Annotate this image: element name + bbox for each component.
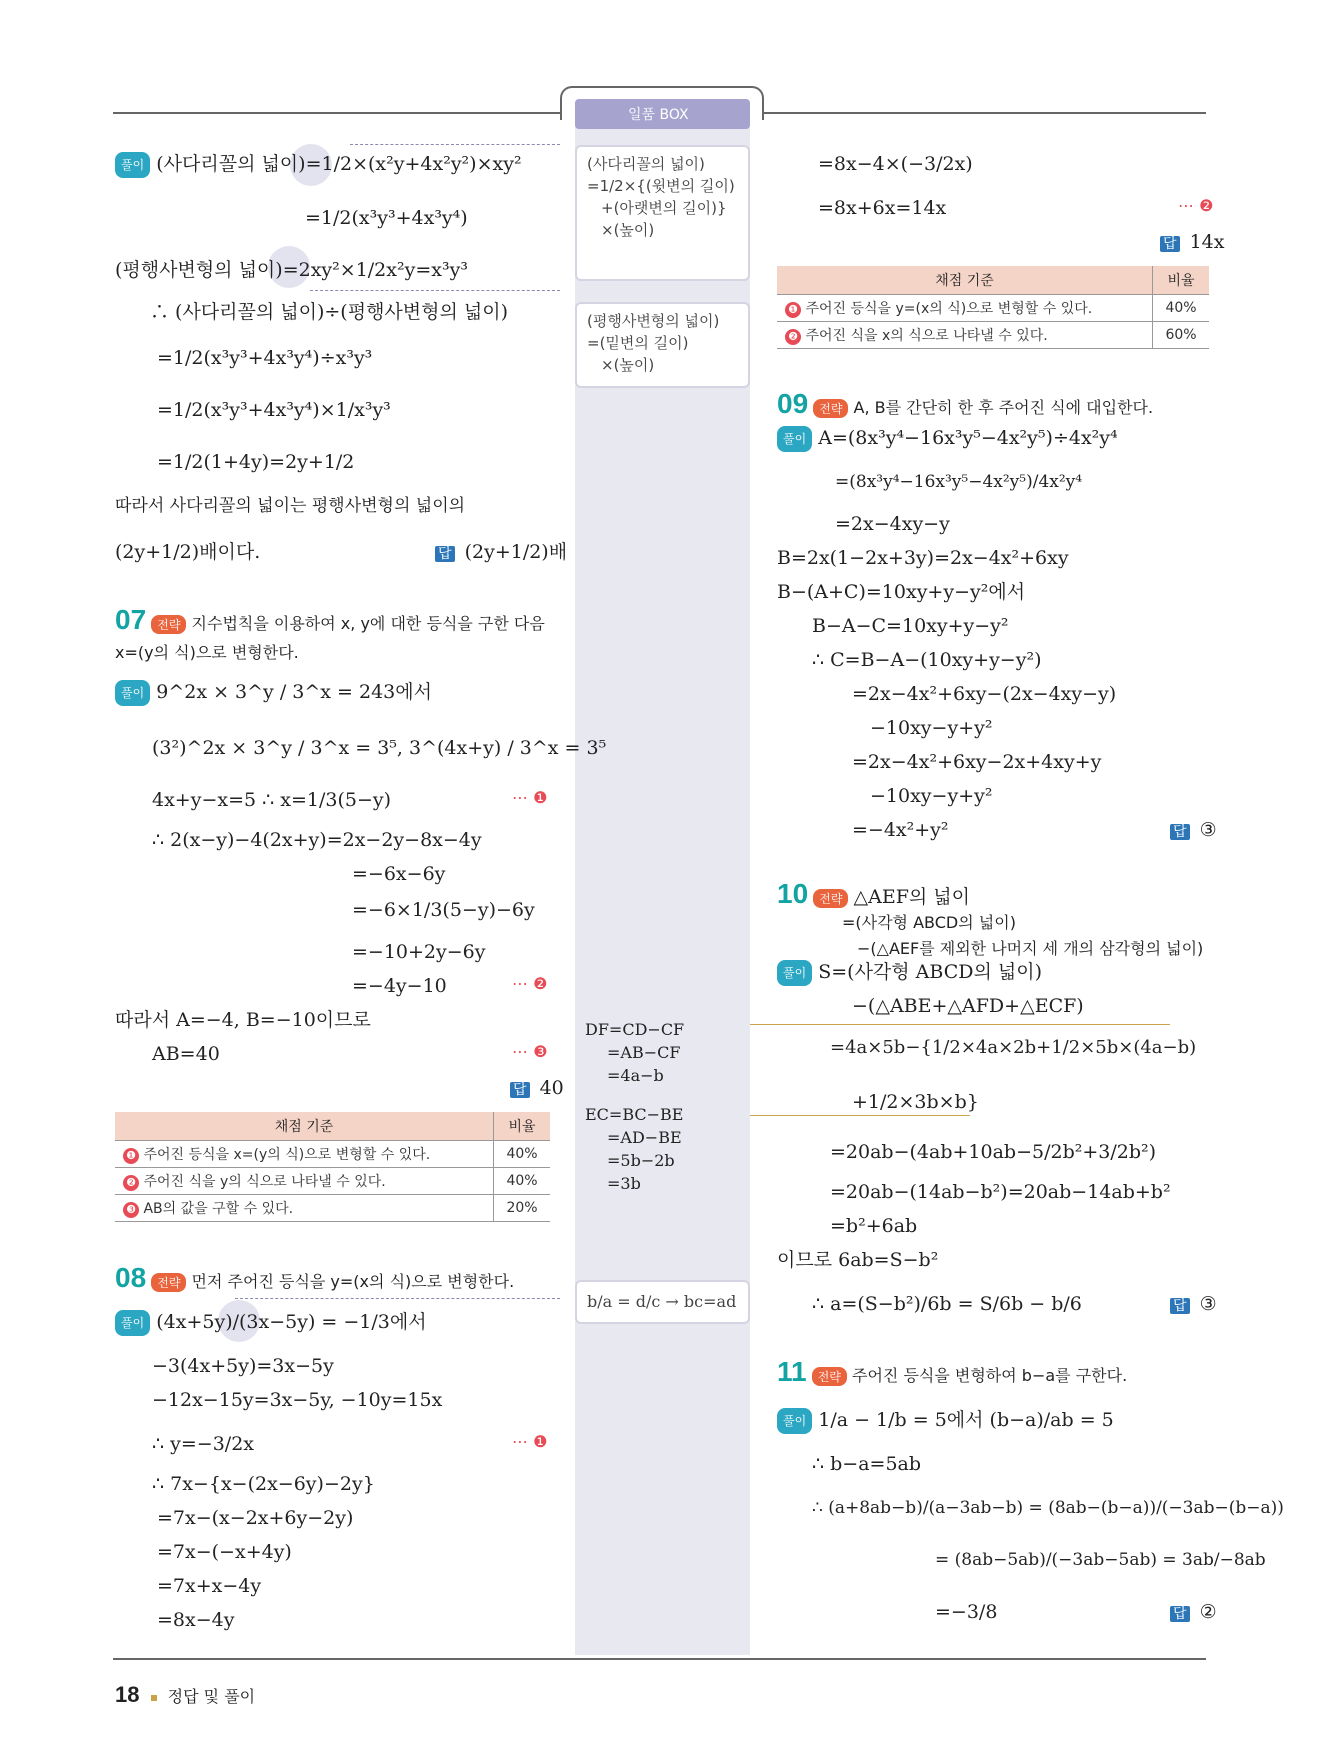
problem-07-strategy: 지수법칙을 이용하여 x, y에 대한 등식을 구한 다음 xyxy=(191,614,545,633)
strategy-tag: 전략 xyxy=(812,1367,847,1386)
sol11-line-3: ∴ (a+8ab−b)/(a−3ab−b) = (8ab−(b−a))/(−3ab−(b−a)) xyxy=(812,1498,1284,1518)
sol10-line-8: 이므로 6ab=S−b² xyxy=(777,1249,939,1271)
footer-title: 정답 및 풀이 xyxy=(167,1687,256,1706)
sol06-line-1 xyxy=(115,152,522,178)
grading-criteria: ❷ 주어진 식을 y의 식으로 나타낼 수 있다. xyxy=(115,1168,494,1195)
grading-ratio: 60% xyxy=(1153,322,1210,349)
problem-number: 07 xyxy=(115,604,147,635)
sol08-line-9: =8x−4y xyxy=(157,1609,235,1631)
sol09-line-7: ∴ C=B−A−(10xy+y−y²) xyxy=(812,649,1042,671)
sol07-line-8: =−4y−10 xyxy=(352,975,447,997)
box-ec-l1: EC=BC−BE xyxy=(585,1105,684,1124)
solution-tag: 풀이 xyxy=(777,426,812,452)
sol07-line-2: (3²)^2x × 3^y / 3^x = 3⁵, 3^(4x+y) / 3^x = 3⁵ xyxy=(152,737,607,759)
answer-tag: 답 xyxy=(1160,236,1180,252)
answer-tag: 답 xyxy=(1170,1606,1190,1622)
grading-criteria: ❶ 주어진 등식을 y=(x의 식)으로 변형할 수 있다. xyxy=(777,295,1153,322)
strategy-tag: 전략 xyxy=(813,399,848,418)
problem-10-strategy-2: =(사각형 ABCD의 넓이) xyxy=(842,913,1016,932)
sol09-line-10: =2x−4x²+6xy−2x+4xy+y xyxy=(852,751,1102,773)
grading-head xyxy=(115,1112,550,1141)
sol06-line-8: 따라서 사다리꼴의 넓이는 평행사변형의 넓이의 xyxy=(115,496,466,516)
sol06-line-3: (평행사변형의 넓이)=2xy²×1/2x²y=x³y³ xyxy=(115,259,468,281)
answer-08 xyxy=(1160,230,1224,256)
connector-2 xyxy=(310,290,560,291)
sol06-line-6: =1/2(x³y³+4x³y⁴)×1/x³y³ xyxy=(157,399,391,421)
sol08-line-5: ∴ 7x−{x−(2x−6y)−2y} xyxy=(152,1473,375,1495)
sol07-line-1 xyxy=(115,680,432,706)
sol10-line-9: ∴ a=(S−b²)/6b = S/6b − b/6 xyxy=(812,1293,1082,1315)
sol11-line-2: ∴ b−a=5ab xyxy=(812,1453,922,1475)
sol11-line-1 xyxy=(777,1408,1114,1434)
sol08-text-1: (4x+5y)/(3x−5y) = −1/3에서 xyxy=(156,1311,427,1333)
answer-tag: 답 xyxy=(435,546,455,562)
sol07-line-4: ∴ 2(x−y)−4(2x+y)=2x−2y−8x−4y xyxy=(152,829,482,851)
box-ec-l3: =5b−2b xyxy=(607,1151,675,1170)
grading-head-criteria: 채점 기준 xyxy=(777,266,1153,295)
box-trapezoid xyxy=(575,145,750,281)
box-proportion xyxy=(575,1280,750,1324)
grading-row xyxy=(115,1141,550,1168)
connector-4 xyxy=(750,1024,1170,1025)
box-label: 일품 BOX xyxy=(628,107,689,123)
sol07-line-9: 따라서 A=−4, B=−10이므로 xyxy=(115,1009,371,1031)
mark-1: ⋯ ❶ xyxy=(512,1432,548,1451)
grading-head-criteria: 채점 기준 xyxy=(115,1112,494,1141)
connector-3 xyxy=(235,1298,560,1299)
sol06-line-5: =1/2(x³y³+4x³y⁴)÷x³y³ xyxy=(157,347,373,369)
sol09-line-8: =2x−4x²+6xy−(2x−4xy−y) xyxy=(852,683,1117,705)
connector-5 xyxy=(750,1115,970,1116)
answer-10 xyxy=(1170,1292,1217,1318)
problem-09-strategy: A, B를 간단히 한 후 주어진 식에 대입한다. xyxy=(853,398,1154,417)
box-df-l3: =4a−b xyxy=(607,1066,664,1085)
grading-row xyxy=(115,1168,550,1195)
mark-2: ⋯ ❷ xyxy=(512,974,548,993)
box-para-l2: =(밑변의 길이) xyxy=(587,334,689,352)
grading-criteria: ❶ 주어진 등식을 x=(y의 식)으로 변형할 수 있다. xyxy=(115,1141,494,1168)
answer-07 xyxy=(510,1076,564,1102)
sol08-line-3: −12x−15y=3x−5y, −10y=15x xyxy=(152,1389,443,1411)
sol10-line-3: =4a×5b−{1/2×4a×2b+1/2×5b×(4a−b) xyxy=(830,1037,1197,1058)
grading-head-ratio: 비율 xyxy=(1153,266,1210,295)
box-trap-l2: =1/2×{(윗변의 길이) xyxy=(587,177,735,195)
sol10-line-6: =20ab−(14ab−b²)=20ab−14ab+b² xyxy=(830,1181,1171,1203)
footer xyxy=(115,1682,255,1708)
answer-07-value: 40 xyxy=(539,1077,564,1099)
sol08-line-8: =7x+x−4y xyxy=(157,1575,262,1597)
sol06-line-9: (2y+1/2)배이다. xyxy=(115,541,261,563)
problem-07-strategy-2: x=(y의 식)으로 변형한다. xyxy=(115,643,299,662)
solution-tag: 풀이 xyxy=(115,680,150,706)
sol10-line-7: =b²+6ab xyxy=(830,1215,918,1237)
sol11-line-5: =−3/8 xyxy=(935,1601,998,1623)
sol08-cont-2: =8x+6x=14x xyxy=(818,197,947,219)
answer-09-value: ③ xyxy=(1199,819,1217,841)
answer-tag: 답 xyxy=(510,1082,530,1098)
answer-09 xyxy=(1170,818,1217,844)
answer-06 xyxy=(435,540,567,566)
sol07-line-3: 4x+y−x=5 ∴ x=1/3(5−y) xyxy=(152,789,392,811)
sol06-text-1: (사다리꼴의 넓이)=1/2×(x²y+4x²y²)×xy² xyxy=(156,153,522,175)
grading-table-07 xyxy=(115,1112,550,1222)
sol08-line-4: ∴ y=−3/2x xyxy=(152,1433,254,1455)
problem-number: 08 xyxy=(115,1262,147,1293)
box-trap-l1: (사다리꼴의 넓이) xyxy=(587,155,705,173)
sol09-text-1: A=(8x³y⁴−16x³y⁵−4x²y⁵)÷4x²y⁴ xyxy=(818,427,1118,449)
grading-row xyxy=(115,1195,550,1222)
problem-10-strategy-3: −(△AEF를 제외한 나머지 세 개의 삼각형의 넓이) xyxy=(857,939,1204,958)
sol08-cont-1: =8x−4×(−3/2x) xyxy=(818,153,973,175)
problem-number: 11 xyxy=(777,1356,807,1387)
sol07-line-5: =−6x−6y xyxy=(352,863,446,885)
problem-11-strategy: 주어진 등식을 변형하여 b−a를 구한다. xyxy=(851,1366,1128,1385)
grading-criteria: ❷ 주어진 식을 x의 식으로 나타낼 수 있다. xyxy=(777,322,1153,349)
box-df xyxy=(585,1018,684,1087)
solution-tag: 풀이 xyxy=(115,152,150,178)
strategy-tag: 전략 xyxy=(813,889,848,908)
answer-11 xyxy=(1170,1600,1217,1626)
sol09-line-5: B−(A+C)=10xy+y−y²에서 xyxy=(777,581,1026,603)
sol10-line-2: −(△ABE+△AFD+△ECF) xyxy=(852,995,1084,1017)
problem-07-header xyxy=(115,604,545,636)
problem-09-header xyxy=(777,388,1153,420)
solution-tag: 풀이 xyxy=(777,960,812,986)
sol06-line-4: ∴ (사다리꼴의 넓이)÷(평행사변형의 넓이) xyxy=(150,301,508,323)
answer-08-value: 14x xyxy=(1189,231,1225,253)
box-parallelogram xyxy=(575,302,750,388)
problem-number: 09 xyxy=(777,388,809,419)
sol09-line-9: −10xy−y+y² xyxy=(870,717,993,739)
grading-row xyxy=(777,295,1209,322)
footer-bullet xyxy=(151,1695,157,1701)
grading-criteria: ❸ AB의 값을 구할 수 있다. xyxy=(115,1195,494,1222)
mark-3: ⋯ ❸ xyxy=(512,1042,548,1061)
problem-11-header xyxy=(777,1356,1127,1388)
answer-11-value: ② xyxy=(1199,1601,1217,1623)
page-number: 18 xyxy=(115,1682,140,1707)
sol07-line-7: =−10+2y−6y xyxy=(352,941,486,963)
box-ec-l2: =AD−BE xyxy=(607,1128,682,1147)
problem-08-header xyxy=(115,1262,514,1294)
answer-10-value: ③ xyxy=(1199,1293,1217,1315)
sol10-text-1: S=(사각형 ABCD의 넓이) xyxy=(818,961,1043,983)
box-para-l3: ×(높이) xyxy=(601,356,655,374)
grading-ratio: 40% xyxy=(1153,295,1210,322)
sol11-text-1: 1/a − 1/b = 5에서 (b−a)/ab = 5 xyxy=(818,1409,1114,1431)
grading-ratio: 40% xyxy=(494,1141,551,1168)
sol10-line-5: =20ab−(4ab+10ab−5/2b²+3/2b²) xyxy=(830,1141,1157,1163)
sol10-line-4: +1/2×3b×b} xyxy=(852,1091,979,1113)
grading-ratio: 40% xyxy=(494,1168,551,1195)
sol08-line-1 xyxy=(115,1310,427,1336)
answer-tag: 답 xyxy=(1170,1298,1190,1314)
grading-row xyxy=(777,322,1209,349)
box-trap-l4: ×(높이) xyxy=(601,221,655,239)
sol07-text-1: 9^2x × 3^y / 3^x = 243에서 xyxy=(156,681,432,703)
sol08-line-2: −3(4x+5y)=3x−5y xyxy=(152,1355,334,1377)
sol08-line-7: =7x−(−x+4y) xyxy=(157,1541,292,1563)
sol09-line-3: =2x−4xy−y xyxy=(835,513,950,535)
sol09-line-2: =(8x³y⁴−16x³y⁵−4x²y⁵)/4x²y⁴ xyxy=(835,472,1083,492)
answer-06-value: (2y+1/2)배 xyxy=(464,541,568,563)
connector-1 xyxy=(350,144,560,145)
answer-tag: 답 xyxy=(1170,824,1190,840)
sol09-line-11: −10xy−y+y² xyxy=(870,785,993,807)
grading-head xyxy=(777,266,1209,295)
sol09-line-1 xyxy=(777,426,1118,452)
problem-10-header xyxy=(777,878,970,910)
box-trap-l3: +(아랫변의 길이)} xyxy=(601,199,727,217)
sol07-line-10: AB=40 xyxy=(152,1043,220,1065)
sol06-line-2: =1/2(x³y³+4x³y⁴) xyxy=(305,207,468,229)
problem-10-strategy: △AEF의 넓이 xyxy=(853,886,971,908)
box-df-l1: DF=CD−CF xyxy=(585,1020,685,1039)
problem-number: 10 xyxy=(777,878,809,909)
solution-tag: 풀이 xyxy=(777,1408,812,1434)
grading-table-08 xyxy=(777,266,1209,349)
sol09-line-12: =−4x²+y² xyxy=(852,819,949,841)
box-df-l2: =AB−CF xyxy=(607,1043,681,1062)
strategy-tag: 전략 xyxy=(151,1273,186,1292)
sol10-line-1 xyxy=(777,960,1042,986)
grading-head-ratio: 비율 xyxy=(494,1112,551,1141)
sol07-line-6: =−6×1/3(5−y)−6y xyxy=(352,899,535,921)
bottom-rule xyxy=(113,1658,1206,1660)
sol09-line-4: B=2x(1−2x+3y)=2x−4x²+6xy xyxy=(777,547,1069,569)
grading-ratio: 20% xyxy=(494,1195,551,1222)
sol06-line-7: =1/2(1+4y)=2y+1/2 xyxy=(157,451,355,473)
mark-2: ⋯ ❷ xyxy=(1178,196,1214,215)
box-ec xyxy=(585,1103,683,1195)
sol11-line-4: = (8ab−5ab)/(−3ab−5ab) = 3ab/−8ab xyxy=(935,1550,1266,1570)
solution-tag: 풀이 xyxy=(115,1310,150,1336)
sol08-line-6: =7x−(x−2x+6y−2y) xyxy=(157,1507,354,1529)
box-prop-text: b/a = d/c → bc=ad xyxy=(587,1292,737,1311)
mark-1: ⋯ ❶ xyxy=(512,788,548,807)
box-ec-l4: =3b xyxy=(607,1174,641,1193)
problem-08-strategy: 먼저 주어진 등식을 y=(x의 식)으로 변형한다. xyxy=(191,1272,515,1291)
box-para-l1: (평행사변형의 넓이) xyxy=(587,312,720,330)
strategy-tag: 전략 xyxy=(151,615,186,634)
sol09-line-6: B−A−C=10xy+y−y² xyxy=(812,615,1009,637)
